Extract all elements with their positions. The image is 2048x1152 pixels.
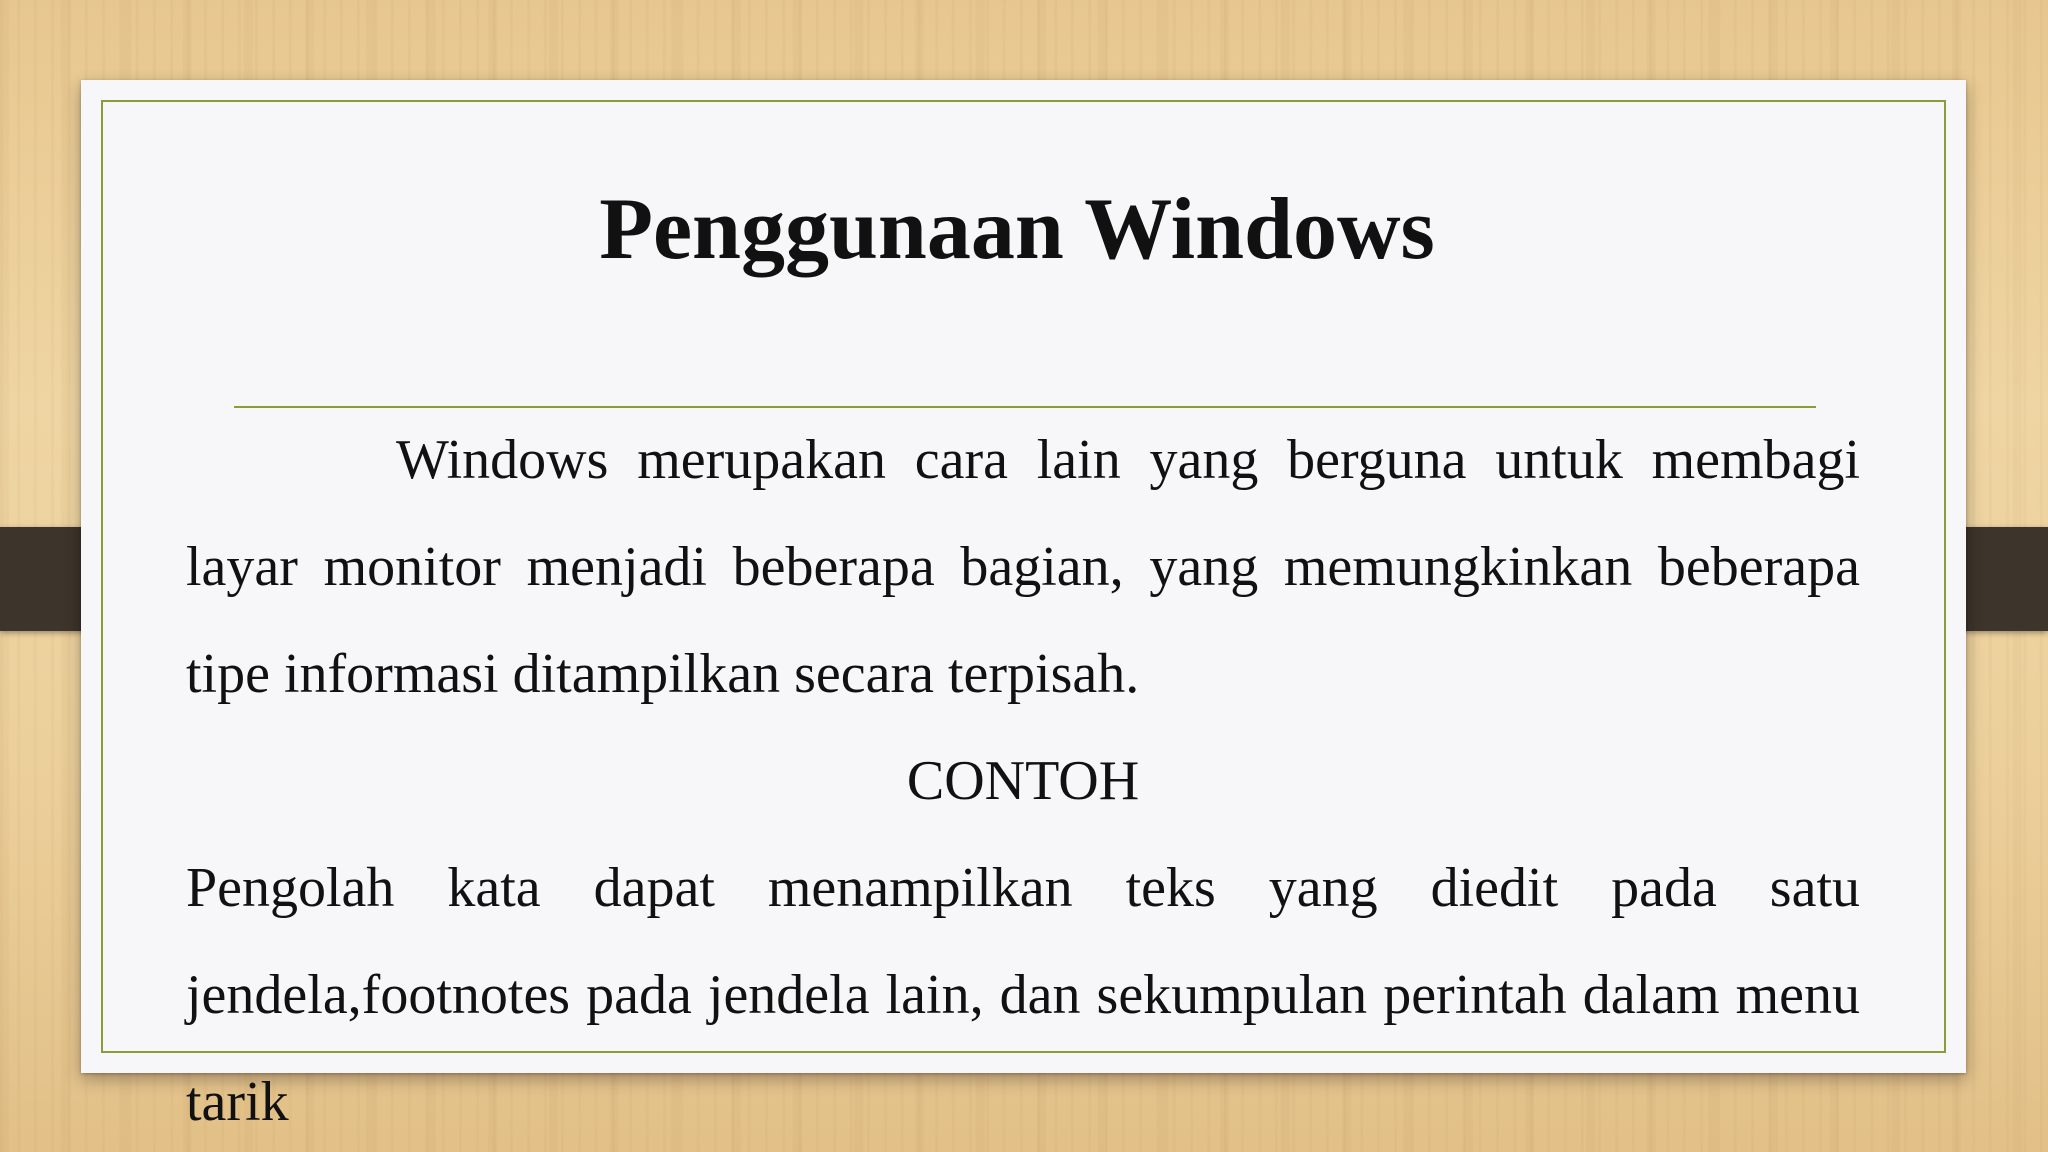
slide-body (186, 407, 1860, 1152)
example-paragraph: Pengolah kata dapat menampilkan teks yang diedit pada satu jendela,footnotes pada jendela lain, dan sekumpulan perintah dalam menu tarik (186, 857, 1860, 1133)
slide-title: Penggunaan Windows (599, 181, 1435, 278)
intro-paragraph: Windows merupakan cara lain yang berguna untuk membagi layar monitor menjadi beberapa bagian, yang memungkinkan beberapa tipe informasi ditampilkan secara terpisah. (186, 429, 1860, 705)
example-heading: CONTOH (906, 750, 1140, 812)
